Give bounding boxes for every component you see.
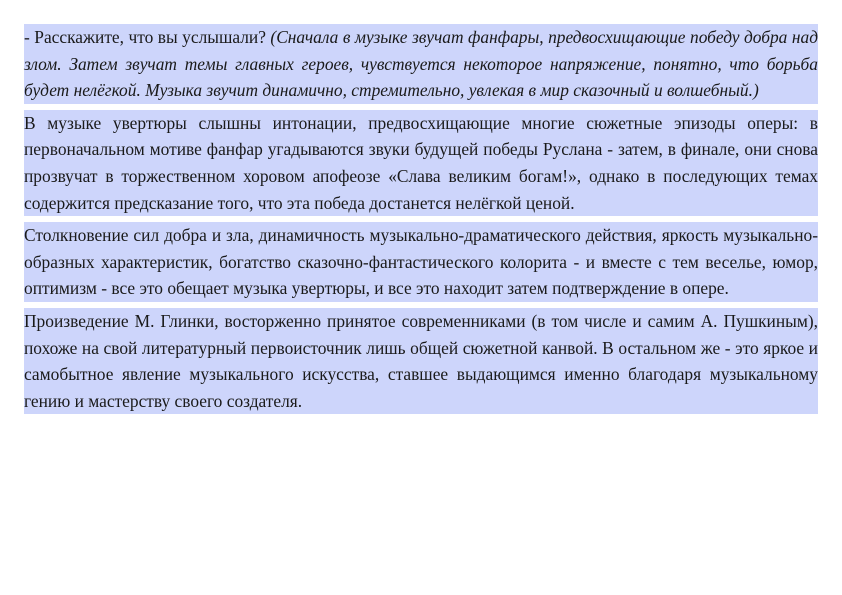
paragraph-good-vs-evil: Столкновение сил добра и зла, динамичность музыкально-драматического действия, яркость музыкально-образных характеристик, богатство сказочно-фантастического колорита - и вместе с тем веселье, юмор, оптимизм - все это обещает музыка увертюры, и все это находит затем подтверждение в опере. — [24, 222, 818, 302]
paragraph-overture-intonations: В музыке увертюры слышны интонации, предвосхищающие многие сюжетные эпизоды оперы: в первоначальном мотиве фанфар угадываются звуки будущей победы Руслана - затем, в финале, они снова прозвучат в торжественном хоровом апофеозе «Слава великим богам!», однако в последующих темах содержится предсказание того, что эта победа достанется нелёгкой ценой. — [24, 110, 818, 216]
paragraph-question — [24, 24, 818, 104]
answer-text: (Сначала в музыке звучат фанфары, предвосхищающие победу добра над злом. Затем звучат темы главных героев, чувствуется некоторое напряжение, понятно, что борьба будет нелёгкой. Музыка звучит динамично, стремительно, увлекая в мир сказочный и волшебный.) — [24, 27, 818, 101]
paragraph-glinka-work: Произведение М. Глинки, восторженно принятое современниками (в том числе и самим А. Пушкиным), похоже на свой литературный первоисточник лишь общей сюжетной канвой. В остальном же - это яркое и самобытное явление музыкального искусства, ставшее выдающимся именно благодаря музыкальному гению и мастерству своего создателя. — [24, 308, 818, 414]
text-block — [24, 24, 818, 414]
question-text: - Расскажите, что вы услышали? — [24, 27, 271, 47]
